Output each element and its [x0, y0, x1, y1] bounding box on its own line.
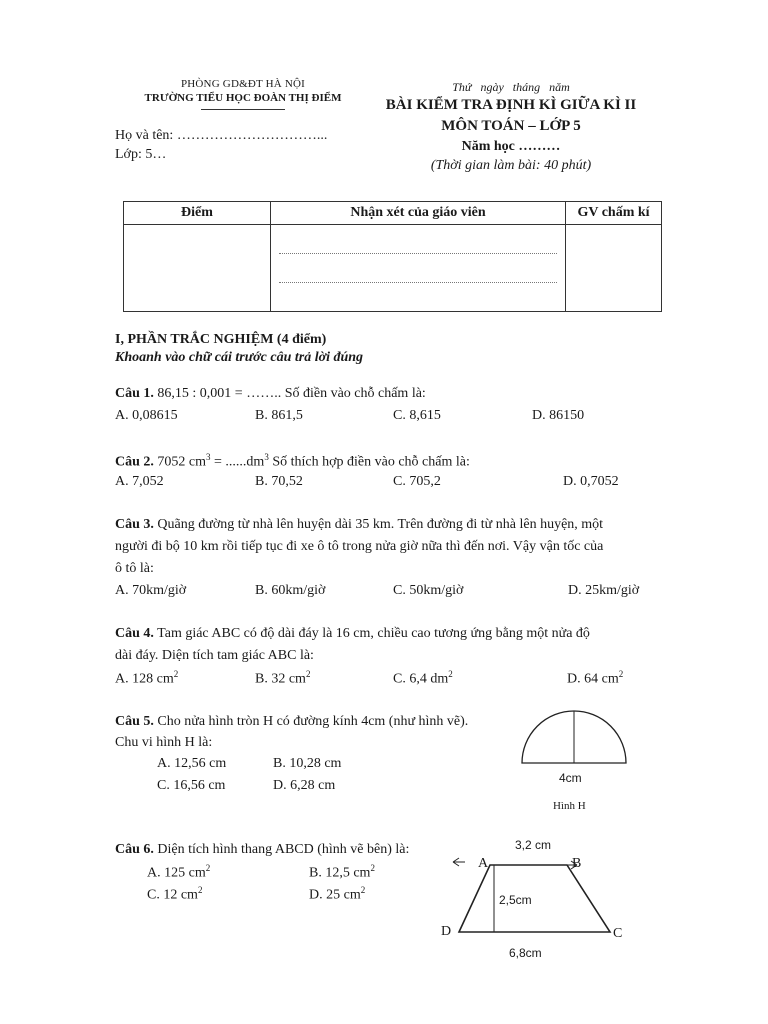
q6-option-d[interactable] — [309, 885, 365, 904]
score-cell — [124, 225, 271, 312]
trapezoid-shape — [459, 865, 610, 932]
q4-option-d[interactable] — [567, 669, 623, 688]
q2-option-c[interactable]: C. 705,2 — [393, 474, 441, 489]
question-label: Câu 3. — [115, 517, 154, 532]
q5-option-b[interactable]: B. 10,28 cm — [273, 756, 342, 771]
signature-column-header: GV chấm kí — [566, 202, 662, 225]
exam-duration: (Thời gian làm bài: 40 phút) — [430, 158, 592, 173]
superscript: 2 — [360, 885, 366, 895]
comment-column-header: Nhận xét của giáo viên — [271, 202, 566, 225]
option-text: A. 128 cm — [115, 671, 174, 687]
trapezoid-bottom-label: 6,8cm — [509, 946, 542, 960]
superscript: 2 — [618, 669, 624, 679]
school-block — [112, 78, 374, 110]
semicircle-figure — [510, 700, 640, 770]
question-label: Câu 2. — [115, 454, 154, 470]
figure-caption: Hình H — [553, 800, 586, 812]
subject-title: MÔN TOÁN – LỚP 5 — [441, 118, 581, 134]
question-text: Diện tích hình thang ABCD (hình vẽ bên) là: — [153, 842, 410, 857]
superscript: 3 — [206, 452, 211, 462]
question-text: Tam giác ABC có độ dài đáy là 16 cm, chiều cao tương ứng bằng một nửa độ — [153, 626, 590, 641]
question-4 — [115, 626, 590, 642]
option-text: B. 12,5 cm — [309, 865, 371, 881]
superscript: 2 — [173, 669, 179, 679]
trapezoid-top-label: 3,2 cm — [515, 838, 552, 852]
q5-option-c[interactable]: C. 16,56 cm — [157, 778, 226, 793]
question-text: Cho nửa hình tròn H có đường kính 4cm (như hình vẽ). — [153, 714, 469, 729]
question-2 — [115, 452, 470, 471]
superscript: 2 — [305, 669, 311, 679]
question-3-line-3: ô tô là: — [115, 561, 154, 576]
q1-option-a[interactable]: A. 0,08615 — [115, 408, 178, 423]
q1-option-b[interactable]: B. 861,5 — [255, 408, 303, 423]
student-class-field: Lớp: 5… — [115, 147, 167, 162]
school-name: TRƯỜNG TIỂU HỌC ĐOÀN THỊ ĐIỂM — [144, 92, 342, 104]
q2-option-d[interactable]: D. 0,7052 — [563, 474, 619, 489]
question-1 — [115, 386, 426, 402]
section-title: I, PHẦN TRẮC NGHIỆM (4 điểm) — [115, 332, 327, 347]
question-5-line-2: Chu vi hình H là: — [115, 735, 213, 750]
score-column-header: Điểm — [124, 202, 271, 225]
q3-option-a[interactable]: A. 70km/giờ — [115, 583, 187, 598]
option-text: A. 125 cm — [147, 865, 206, 881]
vertex-c-label: C — [613, 926, 623, 941]
date-line: Thứ ngày tháng năm — [452, 80, 570, 94]
q2-option-a[interactable]: A. 7,052 — [115, 474, 164, 489]
department-name: PHÒNG GD&ĐT HÀ NỘI — [180, 78, 306, 90]
comment-cell — [271, 225, 566, 312]
trapezoid-figure — [445, 850, 635, 950]
q6-option-b[interactable] — [309, 863, 375, 882]
q6-option-a[interactable] — [147, 863, 210, 882]
arrow-left — [453, 858, 465, 866]
question-label: Câu 1. — [115, 386, 154, 401]
q4-option-b[interactable] — [255, 669, 310, 688]
question-6 — [115, 842, 409, 858]
question-3 — [115, 517, 603, 533]
superscript: 3 — [264, 452, 269, 462]
q3-option-b[interactable]: B. 60km/giờ — [255, 583, 326, 598]
exam-heading — [380, 80, 642, 174]
question-text: 86,15 : 0,001 = …….. Số điền vào chỗ chấm là: — [153, 386, 426, 401]
question-4-line-2: dài đáy. Diện tích tam giác ABC là: — [115, 648, 314, 663]
q4-option-a[interactable] — [115, 669, 178, 688]
question-text: Số thích hợp điền vào chỗ chấm là: — [268, 454, 470, 470]
comment-line — [279, 225, 557, 254]
q6-option-c[interactable] — [147, 885, 202, 904]
q3-option-c[interactable]: C. 50km/giờ — [393, 583, 464, 598]
q3-option-d[interactable]: D. 25km/giờ — [568, 583, 640, 598]
superscript: 2 — [448, 669, 453, 679]
header-rule — [201, 109, 285, 110]
question-label: Câu 6. — [115, 842, 154, 857]
option-text: C. 12 cm — [147, 887, 198, 903]
comment-line — [279, 283, 557, 311]
trapezoid-height-label: 2,5cm — [499, 893, 532, 907]
q1-option-d[interactable]: D. 86150 — [532, 408, 585, 423]
school-year: Năm học ……… — [461, 139, 561, 154]
signature-cell — [566, 225, 662, 312]
question-text: Quãng đường từ nhà lên huyện dài 35 km. Trên đường đi từ nhà lên huyện, một — [153, 517, 604, 532]
option-text: D. 25 cm — [309, 887, 361, 903]
q5-option-d[interactable]: D. 6,28 cm — [273, 778, 336, 793]
option-text: D. 64 cm — [567, 671, 619, 687]
superscript: 2 — [370, 863, 375, 873]
vertex-d-label: D — [441, 924, 452, 939]
question-3-line-2: người đi bộ 10 km rồi tiếp tục đi xe ô tô trong nửa giờ nữa thì đến nơi. Vậy vận tốc của — [115, 539, 604, 554]
option-text: B. 32 cm — [255, 671, 306, 687]
exam-title: BÀI KIỂM TRA ĐỊNH KÌ GIỮA KÌ II — [385, 97, 637, 113]
superscript: 2 — [205, 863, 211, 873]
student-name-field: Họ và tên: …………………………... — [115, 128, 328, 143]
question-label: Câu 4. — [115, 626, 154, 641]
q1-option-c[interactable]: C. 8,615 — [393, 408, 441, 423]
q2-option-b[interactable]: B. 70,52 — [255, 474, 303, 489]
q5-option-a[interactable]: A. 12,56 cm — [157, 756, 227, 771]
question-label: Câu 5. — [115, 714, 154, 729]
semicircle-diameter-label: 4cm — [559, 771, 582, 785]
comment-line — [279, 254, 557, 283]
score-table — [123, 201, 662, 312]
question-text: 7052 cm — [153, 454, 207, 470]
superscript: 2 — [197, 885, 203, 895]
vertex-a-label: A — [478, 856, 489, 871]
option-text: C. 6,4 dm — [393, 671, 449, 687]
q4-option-c[interactable] — [393, 669, 453, 688]
section-instruction: Khoanh vào chữ cái trước câu trả lời đúng — [115, 350, 364, 365]
question-text: = ......dm — [210, 454, 265, 470]
vertex-b-label: B — [572, 856, 582, 871]
question-5 — [115, 714, 468, 730]
